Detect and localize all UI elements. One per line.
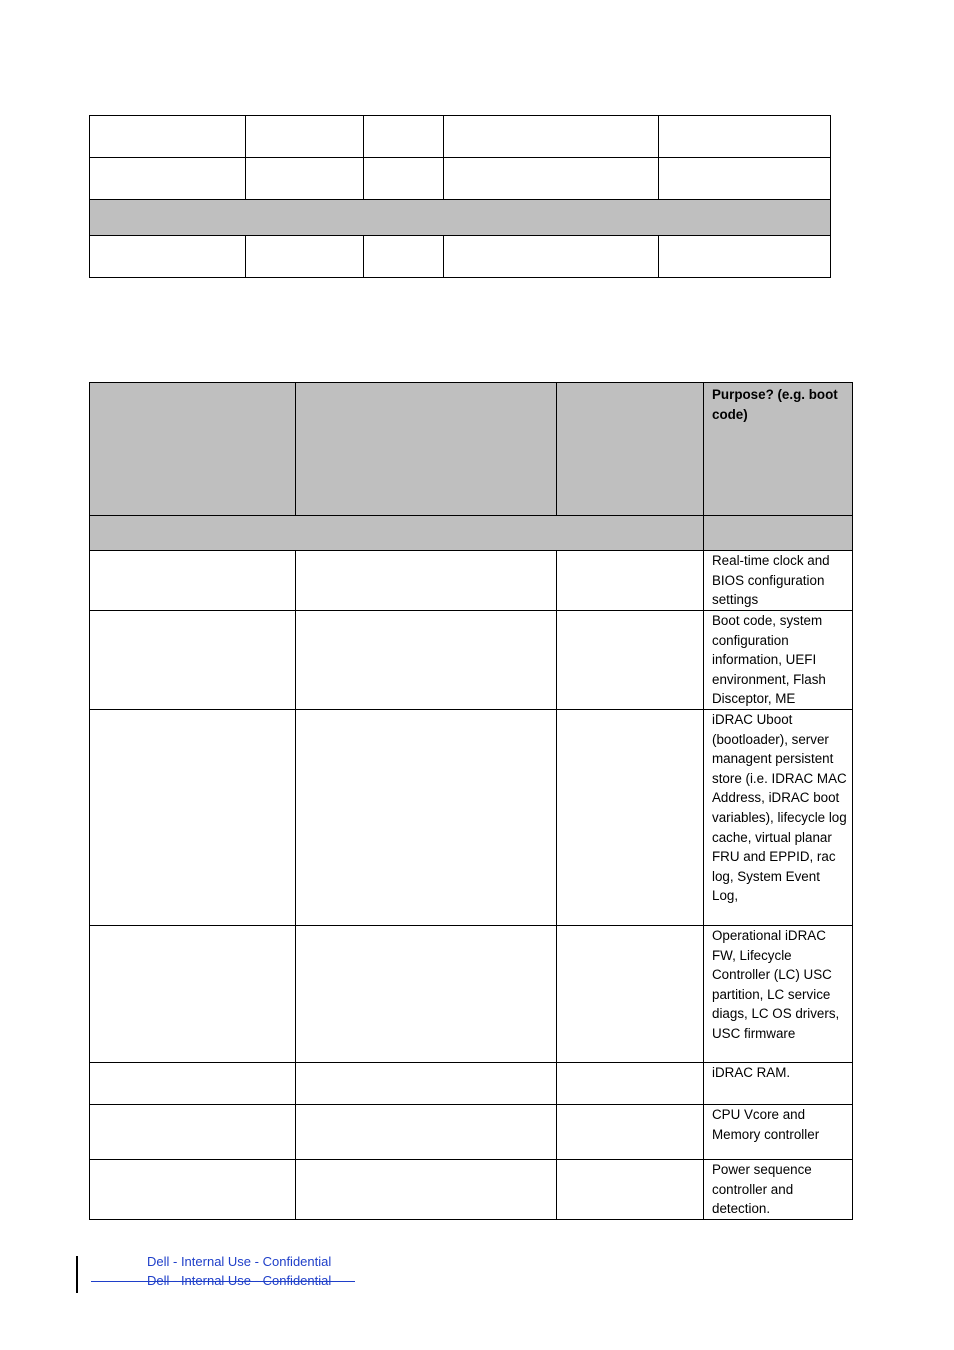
header-purpose: Purpose? (e.g. boot code): [704, 383, 853, 516]
table-cell: [90, 1105, 296, 1160]
footer-label: Dell - Internal Use - Confidential: [147, 1254, 332, 1269]
table-cell: [90, 1063, 296, 1105]
table-row: [90, 116, 831, 158]
table-cell: [444, 236, 659, 278]
table-cell: [557, 551, 704, 611]
table-cell: [246, 158, 364, 200]
table-cell: [557, 1160, 704, 1220]
table-cell: [296, 1160, 557, 1220]
table-cell: [90, 236, 246, 278]
table-cell: [90, 158, 246, 200]
table-cell: [90, 551, 296, 611]
change-bar: [76, 1256, 78, 1293]
table-cell: [90, 926, 296, 1063]
table-row: [90, 611, 853, 710]
table-cell: [90, 116, 246, 158]
table-cell: [296, 710, 557, 926]
table-row: [90, 1160, 853, 1220]
table-section-band-purpose: [704, 516, 853, 551]
header-cell: [296, 383, 557, 516]
table-cell: [557, 710, 704, 926]
table-row: [90, 158, 831, 200]
table-top: [89, 115, 831, 278]
footer-label-struck: Dell - Internal Use - Confidential: [147, 1273, 332, 1288]
purpose-cell: iDRAC RAM.: [704, 1063, 853, 1105]
table-row: [90, 1063, 853, 1105]
table-row: [90, 710, 853, 926]
table-cell: [90, 1160, 296, 1220]
table-cell: [296, 1105, 557, 1160]
footer-classification-deleted: [91, 1273, 355, 1290]
table-cell: [296, 1063, 557, 1105]
table-components: [89, 382, 853, 1220]
table-cell: [557, 926, 704, 1063]
purpose-cell: CPU Vcore and Memory controller: [704, 1105, 853, 1160]
table-cell: [364, 158, 444, 200]
table-cell: [444, 158, 659, 200]
table-cell: [364, 236, 444, 278]
purpose-cell: Boot code, system configuration information, UEFI environment, Flash Disceptor, ME: [704, 611, 853, 710]
table-cell: [296, 611, 557, 710]
table-section-row: [90, 200, 831, 236]
table-cell: [296, 926, 557, 1063]
table-cell: [364, 116, 444, 158]
table-section-row: [90, 516, 853, 551]
table-row: [90, 236, 831, 278]
table-header-row: [90, 383, 853, 516]
table-cell: [557, 1105, 704, 1160]
table-cell: [659, 236, 831, 278]
table-cell: [659, 116, 831, 158]
purpose-cell: Operational iDRAC FW, Lifecycle Controller (LC) USC partition, LC service diags, LC OS drivers, USC firmware: [704, 926, 853, 1063]
table-row: [90, 1105, 853, 1160]
footer-classification: [91, 1254, 355, 1271]
table-section-band: [90, 200, 831, 236]
table-row: [90, 926, 853, 1063]
table-cell: [557, 1063, 704, 1105]
table-cell: [90, 710, 296, 926]
table-cell: [246, 236, 364, 278]
table-cell: [659, 158, 831, 200]
header-cell: [90, 383, 296, 516]
table-cell: [246, 116, 364, 158]
table-row: [90, 551, 853, 611]
table-section-band: [90, 516, 704, 551]
purpose-cell: Power sequence controller and detection.: [704, 1160, 853, 1220]
table-cell: [90, 611, 296, 710]
header-cell: [557, 383, 704, 516]
table-cell: [557, 611, 704, 710]
purpose-cell: Real-time clock and BIOS configuration settings: [704, 551, 853, 611]
purpose-cell: iDRAC Uboot (bootloader), server managent persistent store (i.e. IDRAC MAC Address, iDRAC boot variables), lifecycle log cache, virtual planar FRU and EPPID, rac log, System Event Log,: [704, 710, 853, 926]
table-cell: [444, 116, 659, 158]
table-cell: [296, 551, 557, 611]
